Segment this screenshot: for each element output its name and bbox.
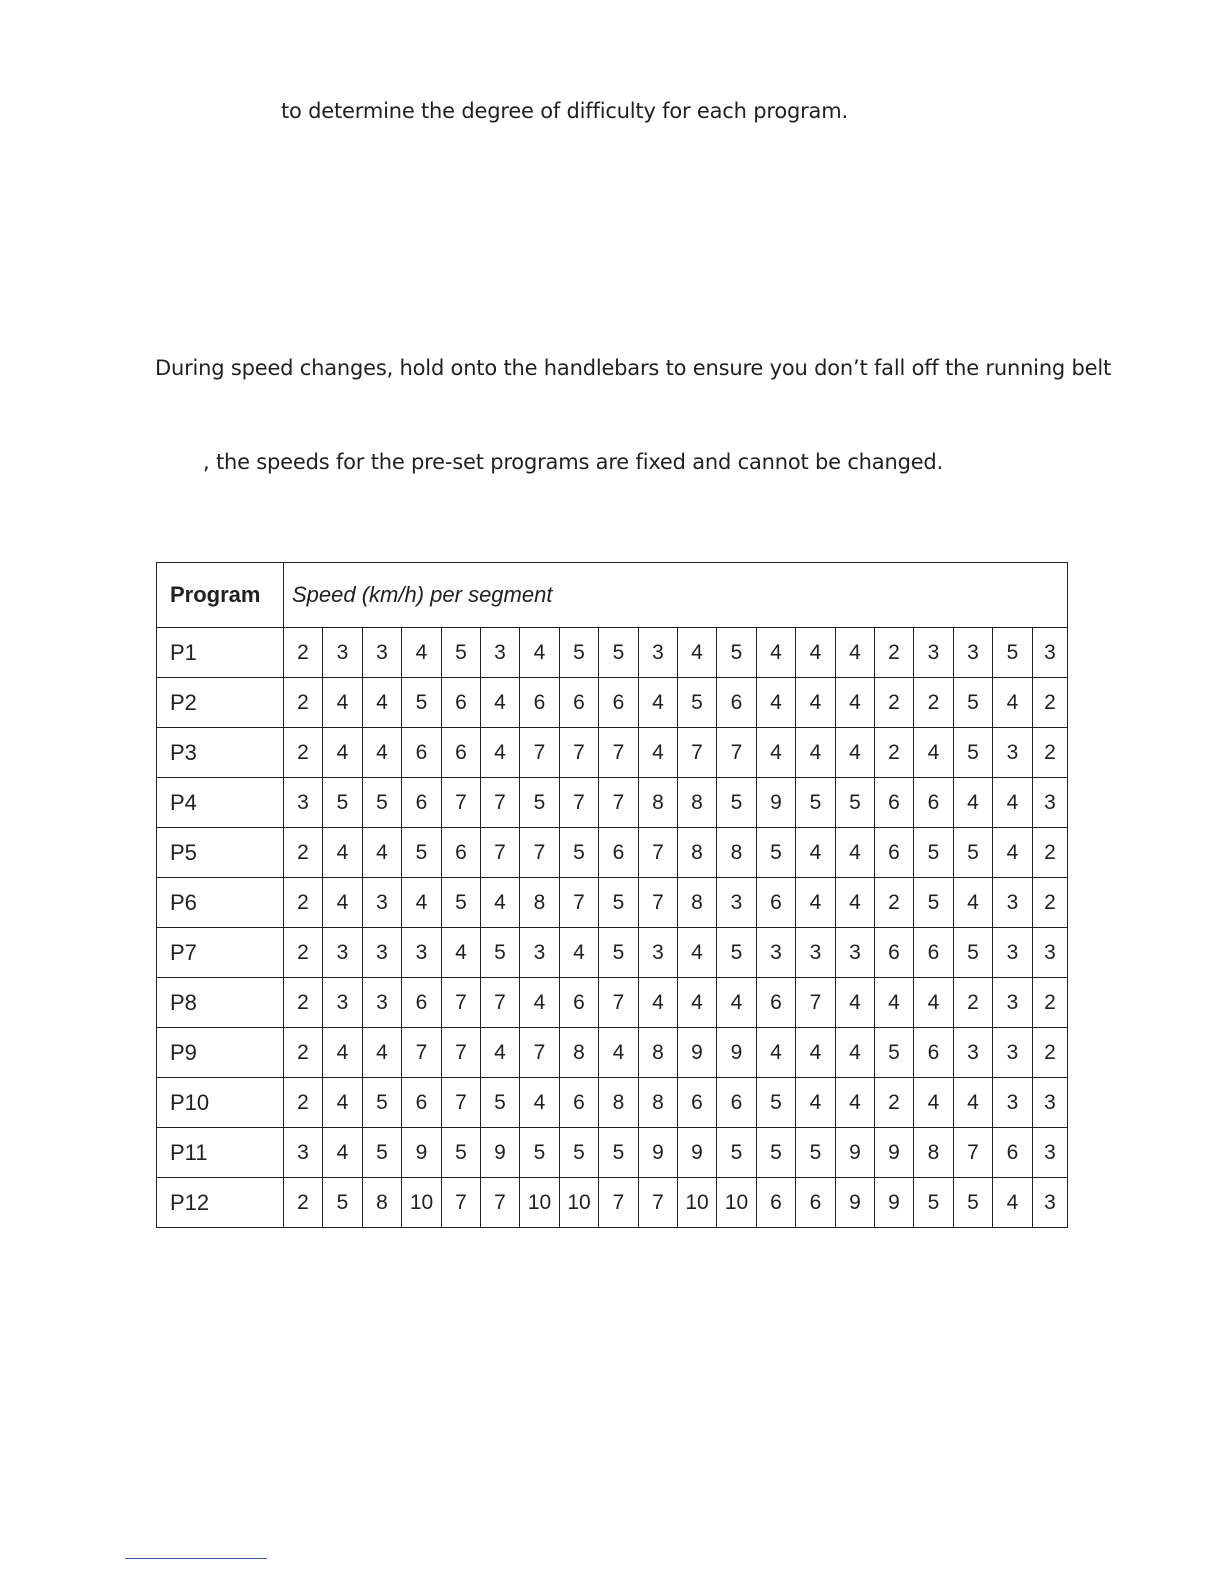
speed-cell: 5 [757,1078,796,1128]
speed-cell: 4 [836,678,875,728]
speed-cell: 5 [560,628,599,678]
table-row [157,978,1068,1028]
speed-cell: 5 [599,1128,639,1178]
speed-cell: 4 [757,628,796,678]
speed-cell: 9 [717,1028,757,1078]
speed-cell: 3 [836,928,875,978]
speed-cell: 4 [560,928,599,978]
speed-cell: 3 [1033,1128,1068,1178]
speed-cell: 7 [599,978,639,1028]
speed-cell: 4 [954,878,993,928]
speed-cell: 2 [284,1078,323,1128]
speed-cell: 4 [796,1078,836,1128]
speed-cell: 2 [284,828,323,878]
speed-cell: 3 [914,628,954,678]
speed-cell: 9 [836,1128,875,1178]
speed-cell: 6 [993,1128,1033,1178]
speed-cell: 6 [442,828,481,878]
speed-cell: 4 [836,1028,875,1078]
speed-cell: 5 [914,1178,954,1228]
program-label: P3 [157,728,284,778]
speed-cell: 2 [875,728,914,778]
speed-cell: 4 [796,728,836,778]
table-header-row [157,563,1068,628]
speed-cell: 3 [993,928,1033,978]
speed-cell: 2 [1033,678,1068,728]
speed-cell: 8 [520,878,560,928]
speed-cell: 3 [402,928,442,978]
speed-cell: 9 [757,778,796,828]
header-speed: Speed (km/h) per segment [284,563,1068,628]
speed-cell: 5 [599,628,639,678]
program-label: P9 [157,1028,284,1078]
speed-cell: 4 [757,728,796,778]
table-row [157,878,1068,928]
speed-cell: 4 [442,928,481,978]
speed-cell: 3 [954,628,993,678]
speed-cell: 4 [520,978,560,1028]
speed-cell: 5 [875,1028,914,1078]
program-label: P7 [157,928,284,978]
speed-cell: 4 [323,1028,363,1078]
speed-cell: 7 [599,778,639,828]
speed-cell: 4 [796,1028,836,1078]
table-row [157,1128,1068,1178]
speed-cell: 2 [1033,978,1068,1028]
table-row [157,928,1068,978]
speed-cell: 6 [402,778,442,828]
speed-cell: 4 [639,728,678,778]
speed-cell: 3 [520,928,560,978]
speed-cell: 6 [402,978,442,1028]
speed-cell: 7 [954,1128,993,1178]
speed-cell: 4 [836,628,875,678]
speed-cell: 8 [678,878,717,928]
speed-cell: 4 [639,978,678,1028]
speed-cell: 8 [914,1128,954,1178]
speed-cell: 8 [678,778,717,828]
speed-cell: 4 [481,678,520,728]
speed-cell: 4 [796,628,836,678]
program-label: P1 [157,628,284,678]
speed-cell: 2 [1033,1028,1068,1078]
speed-cell: 5 [954,828,993,878]
speed-cell: 5 [560,828,599,878]
speed-cell: 6 [875,828,914,878]
text-line-3: , the speeds for the pre-set programs are fixed and cannot be changed. [203,450,944,474]
speed-cell: 8 [678,828,717,878]
speed-cell: 4 [323,878,363,928]
speed-cell: 7 [481,778,520,828]
speed-cell: 5 [402,828,442,878]
speed-cell: 4 [323,1078,363,1128]
speed-cell: 2 [954,978,993,1028]
speed-cell: 4 [402,878,442,928]
speed-cell: 5 [481,1078,520,1128]
speed-cell: 4 [954,1078,993,1128]
speed-cell: 3 [717,878,757,928]
speed-cell: 5 [520,1128,560,1178]
speed-cell: 2 [875,628,914,678]
speed-cell: 2 [1033,728,1068,778]
speed-cell: 7 [402,1028,442,1078]
speed-cell: 6 [717,1078,757,1128]
table-row [157,1028,1068,1078]
speed-cell: 6 [875,928,914,978]
speed-cell: 7 [678,728,717,778]
speed-cell: 5 [954,728,993,778]
speed-cell: 4 [639,678,678,728]
speed-cell: 6 [442,678,481,728]
speed-cell: 6 [796,1178,836,1228]
speed-cell: 4 [402,628,442,678]
table-row [157,728,1068,778]
speed-cell: 5 [954,678,993,728]
speed-cell: 3 [993,978,1033,1028]
speed-cell: 4 [481,1028,520,1078]
speed-cell: 5 [717,928,757,978]
table-row [157,628,1068,678]
speed-cell: 9 [678,1028,717,1078]
footnote-divider [125,1558,267,1559]
speed-cell: 6 [875,778,914,828]
speed-cell: 3 [363,628,402,678]
speed-cell: 6 [442,728,481,778]
speed-cell: 4 [993,828,1033,878]
speed-cell: 6 [914,778,954,828]
speed-cell: 7 [481,1178,520,1228]
speed-cell: 3 [323,928,363,978]
speed-cell: 5 [599,878,639,928]
speed-cell: 2 [284,678,323,728]
speed-cell: 5 [954,928,993,978]
speed-cell: 2 [875,1078,914,1128]
speed-cell: 4 [836,878,875,928]
speed-cell: 7 [442,778,481,828]
speed-cell: 4 [599,1028,639,1078]
speed-cell: 3 [796,928,836,978]
speed-cell: 3 [1033,628,1068,678]
speed-cell: 3 [1033,928,1068,978]
speed-cell: 5 [599,928,639,978]
speed-cell: 8 [363,1178,402,1228]
speed-cell: 7 [599,1178,639,1228]
speed-cell: 2 [914,678,954,728]
speed-cell: 9 [875,1128,914,1178]
speed-cell: 5 [954,1178,993,1228]
speed-cell: 5 [717,628,757,678]
speed-cell: 6 [599,678,639,728]
speed-cell: 8 [717,828,757,878]
speed-cell: 4 [836,728,875,778]
speed-cell: 4 [363,678,402,728]
program-label: P12 [157,1178,284,1228]
speed-cell: 2 [284,878,323,928]
speed-cell: 3 [757,928,796,978]
speed-cell: 3 [993,1028,1033,1078]
speed-cell: 4 [481,728,520,778]
speed-cell: 6 [520,678,560,728]
program-label: P5 [157,828,284,878]
table-row [157,778,1068,828]
speed-cell: 3 [363,928,402,978]
speed-program-table [156,562,1068,1228]
speed-cell: 9 [402,1128,442,1178]
speed-cell: 4 [323,728,363,778]
speed-cell: 4 [323,678,363,728]
speed-cell: 3 [284,1128,323,1178]
speed-cell: 5 [481,928,520,978]
speed-cell: 7 [796,978,836,1028]
speed-cell: 2 [875,678,914,728]
speed-cell: 4 [875,978,914,1028]
speed-cell: 3 [1033,1078,1068,1128]
speed-cell: 9 [836,1178,875,1228]
table-row [157,678,1068,728]
speed-cell: 7 [520,728,560,778]
speed-cell: 5 [442,1128,481,1178]
speed-cell: 5 [757,1128,796,1178]
speed-cell: 2 [284,1028,323,1078]
speed-cell: 4 [520,1078,560,1128]
speed-cell: 10 [520,1178,560,1228]
speed-cell: 7 [599,728,639,778]
speed-cell: 4 [796,878,836,928]
speed-cell: 3 [363,878,402,928]
speed-cell: 6 [757,878,796,928]
speed-cell: 2 [1033,878,1068,928]
speed-cell: 7 [442,1028,481,1078]
speed-cell: 4 [796,678,836,728]
speed-cell: 6 [757,1178,796,1228]
speed-cell: 5 [363,1128,402,1178]
speed-cell: 5 [796,778,836,828]
speed-cell: 4 [836,1078,875,1128]
speed-cell: 4 [323,1128,363,1178]
speed-cell: 6 [914,1028,954,1078]
speed-cell: 5 [442,878,481,928]
speed-cell: 4 [717,978,757,1028]
speed-cell: 9 [639,1128,678,1178]
speed-cell: 3 [323,978,363,1028]
header-program: Program [157,563,284,628]
speed-cell: 3 [954,1028,993,1078]
speed-cell: 7 [442,978,481,1028]
speed-cell: 7 [481,978,520,1028]
speed-cell: 4 [993,778,1033,828]
speed-cell: 4 [363,828,402,878]
table-row [157,828,1068,878]
speed-cell: 4 [954,778,993,828]
speed-cell: 6 [678,1078,717,1128]
program-label: P10 [157,1078,284,1128]
speed-cell: 3 [993,878,1033,928]
program-label: P2 [157,678,284,728]
speed-cell: 3 [639,628,678,678]
speed-cell: 6 [560,678,599,728]
speed-cell: 8 [599,1078,639,1128]
speed-cell: 6 [914,928,954,978]
speed-cell: 4 [520,628,560,678]
speed-cell: 5 [323,1178,363,1228]
speed-cell: 5 [520,778,560,828]
speed-cell: 6 [402,728,442,778]
speed-cell: 2 [284,978,323,1028]
speed-cell: 8 [560,1028,599,1078]
speed-cell: 5 [402,678,442,728]
speed-cell: 3 [639,928,678,978]
speed-cell: 2 [284,928,323,978]
speed-cell: 7 [520,1028,560,1078]
speed-cell: 7 [560,778,599,828]
program-label: P11 [157,1128,284,1178]
speed-cell: 5 [914,828,954,878]
speed-cell: 5 [678,678,717,728]
speed-cell: 3 [993,1078,1033,1128]
speed-cell: 4 [836,828,875,878]
speed-cell: 3 [323,628,363,678]
speed-cell: 10 [678,1178,717,1228]
speed-cell: 5 [363,778,402,828]
speed-cell: 4 [914,728,954,778]
speed-cell: 6 [599,828,639,878]
program-label: P6 [157,878,284,928]
speed-cell: 5 [442,628,481,678]
speed-cell: 4 [796,828,836,878]
speed-cell: 3 [993,728,1033,778]
text-line-2: During speed changes, hold onto the handlebars to ensure you don’t fall off the running belt [155,356,1112,380]
table-row [157,1078,1068,1128]
speed-cell: 4 [993,678,1033,728]
program-label: P4 [157,778,284,828]
speed-cell: 2 [1033,828,1068,878]
speed-cell: 4 [836,978,875,1028]
speed-cell: 4 [481,878,520,928]
speed-cell: 3 [1033,1178,1068,1228]
speed-cell: 4 [914,1078,954,1128]
speed-cell: 4 [757,678,796,728]
speed-cell: 5 [993,628,1033,678]
speed-cell: 3 [284,778,323,828]
speed-cell: 4 [678,928,717,978]
speed-cell: 2 [284,728,323,778]
speed-cell: 5 [560,1128,599,1178]
speed-cell: 7 [481,828,520,878]
table-row [157,1178,1068,1228]
speed-cell: 5 [836,778,875,828]
speed-cell: 6 [757,978,796,1028]
speed-cell: 7 [560,728,599,778]
speed-cell: 3 [1033,778,1068,828]
speed-cell: 7 [639,878,678,928]
speed-cell: 2 [875,878,914,928]
speed-cell: 6 [560,978,599,1028]
speed-cell: 5 [914,878,954,928]
program-label: P8 [157,978,284,1028]
speed-cell: 4 [993,1178,1033,1228]
speed-cell: 9 [875,1178,914,1228]
speed-cell: 6 [717,678,757,728]
speed-cell: 2 [284,628,323,678]
speed-cell: 7 [520,828,560,878]
speed-cell: 5 [717,1128,757,1178]
speed-cell: 5 [363,1078,402,1128]
text-line-1: to determine the degree of difficulty for each program. [281,99,848,123]
speed-cell: 10 [402,1178,442,1228]
speed-cell: 9 [678,1128,717,1178]
speed-cell: 3 [481,628,520,678]
speed-cell: 7 [717,728,757,778]
speed-cell: 7 [639,1178,678,1228]
speed-cell: 4 [323,828,363,878]
speed-cell: 4 [914,978,954,1028]
speed-cell: 5 [323,778,363,828]
speed-cell: 4 [678,628,717,678]
speed-cell: 3 [363,978,402,1028]
speed-cell: 4 [678,978,717,1028]
speed-cell: 8 [639,1028,678,1078]
speed-cell: 2 [284,1178,323,1228]
speed-cell: 7 [442,1078,481,1128]
speed-cell: 5 [717,778,757,828]
speed-cell: 10 [560,1178,599,1228]
speed-cell: 10 [717,1178,757,1228]
speed-cell: 6 [402,1078,442,1128]
speed-cell: 4 [363,1028,402,1078]
speed-cell: 9 [481,1128,520,1178]
speed-cell: 8 [639,1078,678,1128]
speed-cell: 7 [560,878,599,928]
speed-cell: 8 [639,778,678,828]
speed-cell: 6 [560,1078,599,1128]
speed-cell: 4 [363,728,402,778]
speed-cell: 5 [796,1128,836,1178]
speed-cell: 7 [442,1178,481,1228]
speed-cell: 4 [757,1028,796,1078]
speed-cell: 5 [757,828,796,878]
speed-cell: 7 [639,828,678,878]
